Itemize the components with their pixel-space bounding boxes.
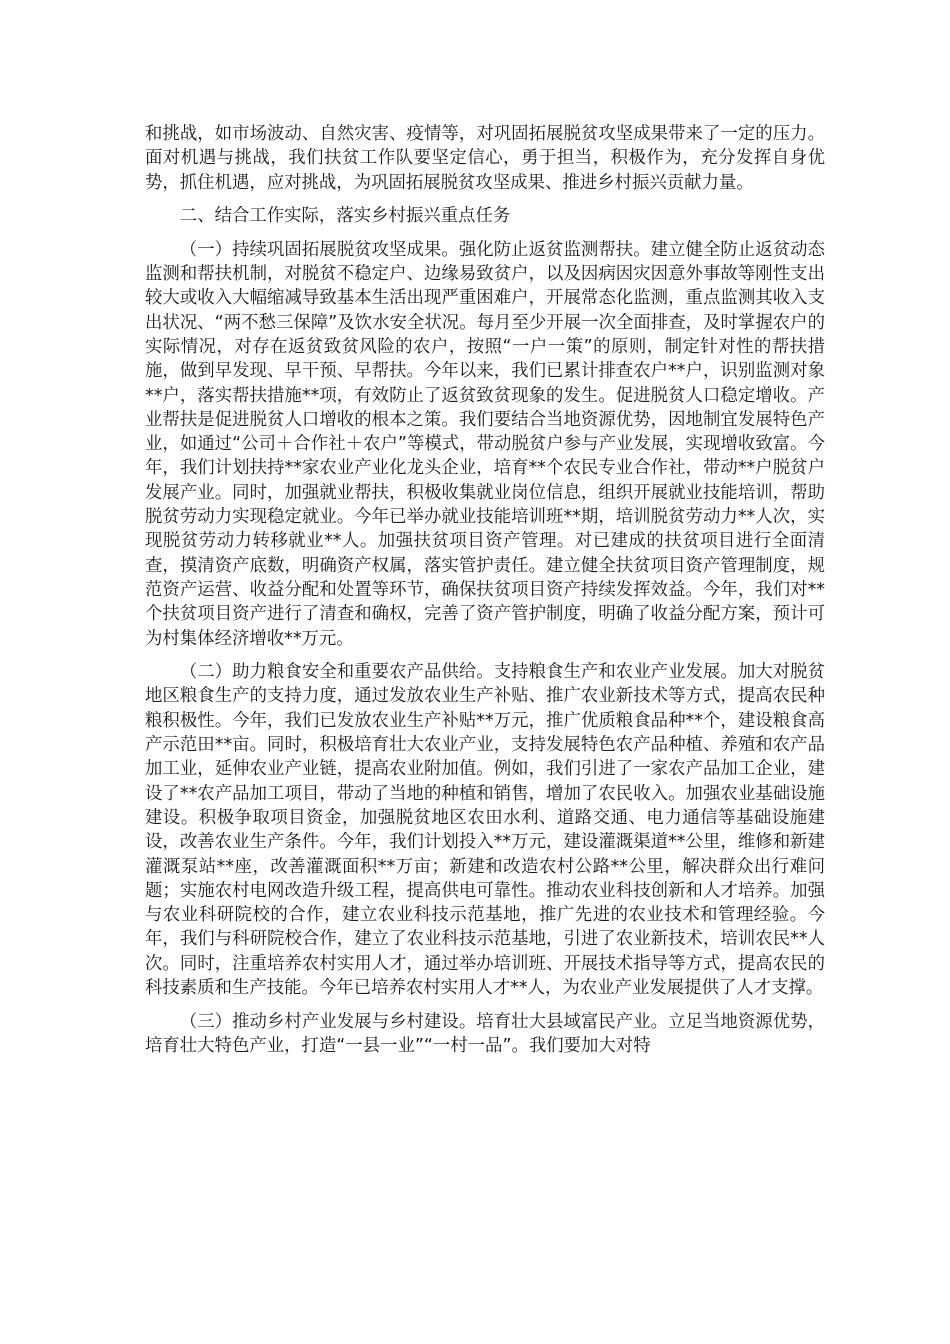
continuation-paragraph: 和挑战，如市场波动、自然灾害、疫情等，对巩固拓展脱贫攻坚成果带来了一定的压力。面对机遇与挑战，我们扶贫工作队要坚定信心，勇于担当，积极作为，充分发挥自身优势，抓住机遇，应对挑战，为巩固拓展脱贫攻坚成果、推进乡村振兴贡献力量。 bbox=[145, 124, 825, 193]
body-paragraph-3: （三）推动乡村产业发展与乡村建设。培育壮大县域富民产业。立足当地资源优势，培育壮大特色产业，打造“一县一业”“一村一品”。我们要加大对特 bbox=[145, 1011, 825, 1056]
body-paragraph-2: （二）助力粮食安全和重要农产品供给。支持粮食生产和农业产业发展。加大对脱贫地区粮食生产的支持力度，通过发放农业生产补贴、推广农业新技术等方式，提高农民种粮积极性。今年，我们已发放农业生产补贴**万元，推广优质粮食品种**个，建设粮食高产示范田**亩。同时，积极培育壮大农业产业，支持发展特色农产品种植、养殖和农产品加工业，延伸农业产业链，提高农业附加值。例如，我们引进了一家农产品加工企业，建设了**农产品加工项目，带动了当地的种植和销售，增加了农民收入。加强农业基础设施建设。积极争取项目资金，加强脱贫地区农田水利、道路交通、电力通信等基础设施建设，改善农业生产条件。今年，我们计划投入**万元，建设灌溉渠道**公里，维修和新建灌溉泵站**座，改善灌溉面积**万亩；新建和改造农村公路**公里，解决群众出行难问题；实施农村电网改造升级工程，提高供电可靠性。推动农业科技创新和人才培养。加强与农业科研院校的合作，建立农业科技示范基地，推广先进的农业技术和管理经验。今年，我们与科研院校合作，建立了农业科技示范基地，引进了农业新技术，培训农民**人次。同时，注重培养农村实用人才，通过举办培训班、开展技术指导等方式，提高农民的科技素质和生产技能。今年已培养农村实用人才**人，为农业产业发展提供了人才支撑。 bbox=[145, 662, 825, 998]
document-page bbox=[145, 122, 825, 1058]
section-heading: 二、结合工作实际，落实乡村振兴重点任务 bbox=[179, 206, 511, 227]
body-paragraph-1: （一）持续巩固拓展脱贫攻坚成果。强化防止返贫监测帮扶。建立健全防止返贫动态监测和帮扶机制，对脱贫不稳定户、边缘易致贫户，以及因病因灾因意外事故等刚性支出较大或收入大幅缩减导致基本生活出现严重困难户，开展常态化监测，重点监测其收入支出状况、“两不愁三保障”及饮水安全状况。每月至少开展一次全面排查，及时掌握农户的实际情况，对存在返贫致贫风险的农户，按照“一户一策”的原则，制定针对性的帮扶措施，做到早发现、早干预、早帮扶。今年以来，我们已累计排查农户**户，识别监测对象**户，落实帮扶措施**项，有效防止了返贫致贫现象的发生。促进脱贫人口稳定增收。产业帮扶是促进脱贫人口增收的根本之策。我们要结合当地资源优势，因地制宜发展特色产业，如通过“公司＋合作社＋农户”等模式，带动脱贫户参与产业发展，实现增收致富。今年，我们计划扶持**家农业产业化龙头企业，培育**个农民专业合作社，带动**户脱贫户发展产业。同时，加强就业帮扶，积极收集就业岗位信息，组织开展就业技能培训，帮助脱贫劳动力实现稳定就业。今年已举办就业技能培训班**期，培训脱贫劳动力**人次，实现脱贫劳动力转移就业**人。加强扶贫项目资产管理。对已建成的扶贫项目进行全面清查，摸清资产底数，明确资产权属，落实管护责任。建立健全扶贫项目资产管理制度，规范资产运营、收益分配和处置等环节，确保扶贫项目资产持续发挥效益。今年，我们对**个扶贫项目资产进行了清查和确权，完善了资产管护制度，明确了收益分配方案，预计可为村集体经济增收**万元。 bbox=[145, 239, 825, 649]
